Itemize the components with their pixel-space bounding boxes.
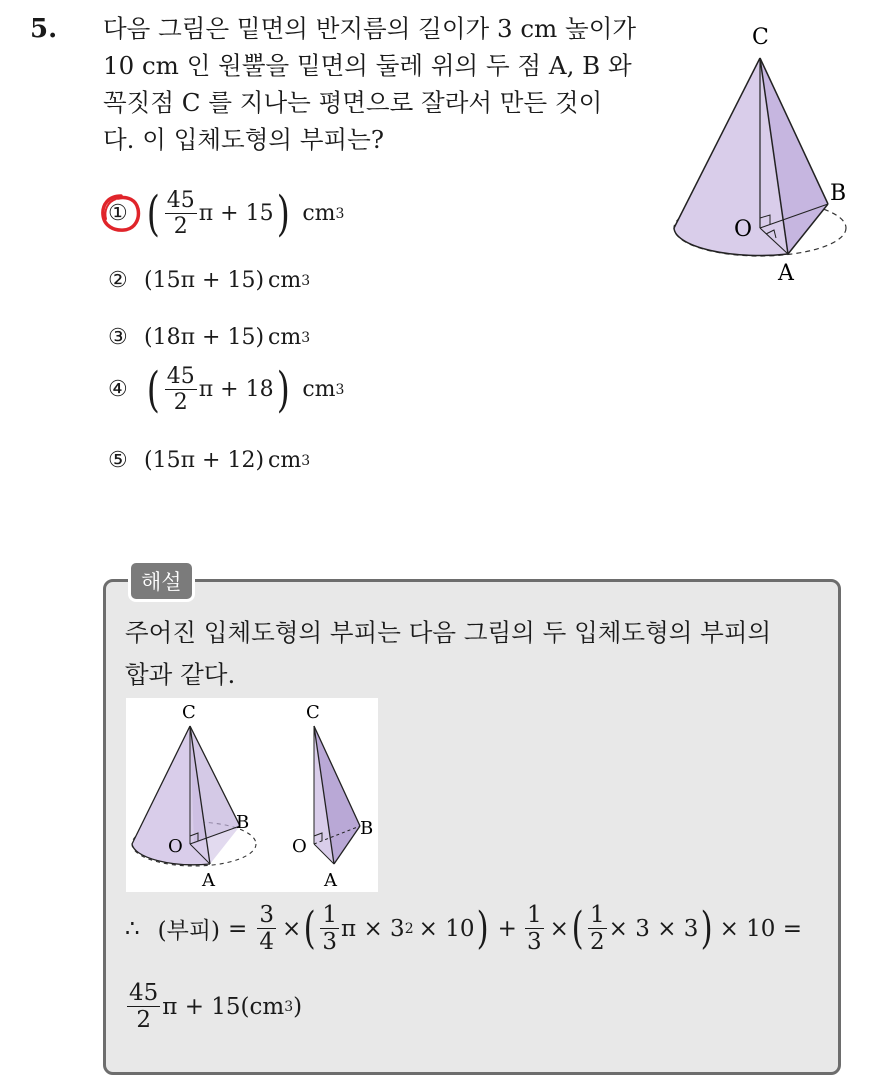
cone-figure	[660, 18, 860, 288]
choice-number: ③	[108, 325, 128, 350]
label-c: C	[306, 702, 320, 723]
question-line: 꼭짓점 C 를 지나는 평면으로 잘라서 만든 것이	[103, 88, 603, 117]
solution-line: 합과 같다.	[125, 660, 236, 689]
choice-number: ②	[108, 268, 128, 293]
label-a: A	[324, 870, 337, 891]
choice-number: ①	[108, 201, 144, 226]
solution-tag: 해설	[128, 560, 195, 602]
label-o: O	[168, 836, 183, 857]
fraction: $\frac{45}{2}$	[166, 188, 195, 240]
solution-result: $\frac{45}{2}$ π + 15( cm 3 )	[129, 980, 303, 1034]
fraction: $\frac{45}{2}$	[129, 980, 159, 1034]
solution-figure	[126, 698, 378, 892]
label-c: C	[182, 702, 196, 723]
fraction: $\frac{45}{2}$	[166, 364, 195, 416]
fraction: $\frac{1}{3}$	[526, 902, 542, 956]
question-line: 10 cm 인 원뿔을 밑면의 둘레 위의 두 점 A, B 와	[103, 51, 632, 80]
label-b: B	[360, 818, 374, 839]
label-a: A	[202, 870, 215, 891]
answer-mark-icon	[98, 191, 144, 235]
choice-number: ⑤	[108, 448, 128, 473]
label-b: B	[236, 812, 250, 833]
choice-1[interactable]: ① ( $\frac{45}{2}$ π + 15 ) cm 3	[108, 188, 344, 240]
label-a: A	[778, 261, 794, 286]
label-o: O	[292, 836, 307, 857]
fraction: $\frac{3}{4}$	[259, 902, 274, 956]
choice-4[interactable]: ④ ( $\frac{45}{2}$ π + 18 ) cm 3	[108, 361, 345, 418]
label-o: O	[734, 217, 753, 242]
fraction: $\frac{1}{2}$	[590, 902, 605, 956]
question-text	[103, 10, 648, 158]
solution-line: 주어진 입체도형의 부피는 다음 그림의 두 입체도형의 부피의	[125, 618, 772, 647]
label-b: B	[830, 181, 847, 206]
question-line: 다음 그림은 밑면의 반지름의 길이가 3 cm 높이가	[103, 14, 637, 43]
question-number: 5.	[30, 14, 58, 44]
choice-number: ④	[108, 377, 128, 403]
fraction: $\frac{1}{3}$	[322, 902, 338, 956]
question-line: 다. 이 입체도형의 부피는?	[103, 125, 384, 154]
choice-2[interactable]: ② (15π + 15) cm 3	[108, 268, 311, 293]
choice-3[interactable]: ③ (18π + 15) cm 3	[108, 325, 311, 350]
label-c: C	[752, 25, 769, 50]
choice-5[interactable]: ⑤ (15π + 12) cm 3	[108, 448, 311, 473]
solution-equation: ∴ (부피) = $\frac{3}{4}$ × ( $\frac{1}{3}$ π × 3 2 × 10 ) + $\frac{1}{3}$ × ( $\frac{1}{2}$ × 3 × 3 ) × 10 =	[125, 902, 803, 956]
solution-text	[125, 612, 825, 696]
